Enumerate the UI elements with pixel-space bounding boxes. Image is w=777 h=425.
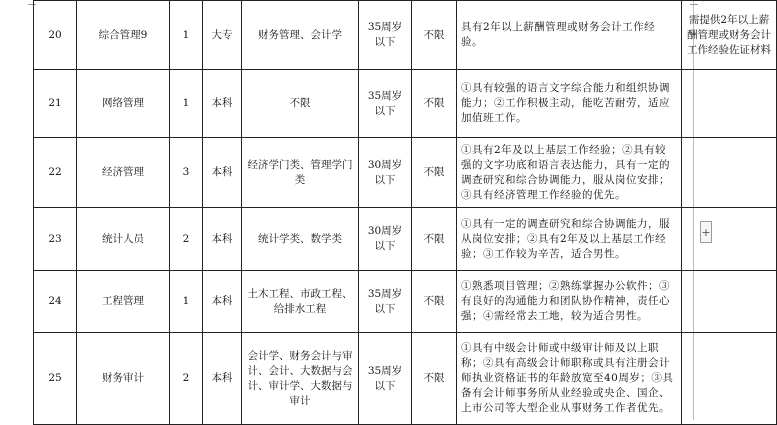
age-limit: 35周岁以下 bbox=[359, 70, 412, 138]
row-number: 23 bbox=[34, 208, 77, 271]
position-name: 工程管理 bbox=[77, 271, 170, 333]
gender: 不限 bbox=[412, 271, 457, 333]
requirements: 具有2年以上薪酬管理或财务会计工作经验。 bbox=[457, 1, 682, 70]
remarks bbox=[682, 271, 777, 333]
major: 统计学类、数学类 bbox=[242, 208, 359, 271]
row-number: 20 bbox=[34, 1, 77, 70]
requirements: ①具有较强的语言文字综合能力和组织协调能力；②工作积极主动，能吃苦耐劳，适应加值班工作。 bbox=[457, 70, 682, 138]
major: 会计学、财务会计与审计、会计、大数据与会计、审计学、大数据与审计 bbox=[242, 333, 359, 425]
position-name: 综合管理9 bbox=[77, 1, 170, 70]
gender: 不限 bbox=[412, 138, 457, 208]
position-name: 网络管理 bbox=[77, 70, 170, 138]
row-number: 21 bbox=[34, 70, 77, 138]
table-row bbox=[34, 333, 777, 425]
education: 本科 bbox=[203, 271, 242, 333]
headcount: 3 bbox=[170, 138, 203, 208]
position-name: 财务审计 bbox=[77, 333, 170, 425]
add-row-button[interactable]: + bbox=[700, 221, 712, 243]
requirements: ①具有2年及以上基层工作经验；②具有较强的文字功底和语言表达能力，具有一定的调查研究和综合协调能力，服从岗位安排；③具有经济管理工作经验的优先。 bbox=[457, 138, 682, 208]
gender: 不限 bbox=[412, 70, 457, 138]
headcount: 2 bbox=[170, 333, 203, 425]
remarks bbox=[682, 333, 777, 425]
requirements: ①熟悉项目管理；②熟练掌握办公软件；③有良好的沟通能力和团队协作精神，责任心强；④需经常去工地，较为适合男性。 bbox=[457, 271, 682, 333]
education: 本科 bbox=[203, 208, 242, 271]
major: 土木工程、市政工程、给排水工程 bbox=[242, 271, 359, 333]
major: 不限 bbox=[242, 70, 359, 138]
major: 经济学门类、管理学门类 bbox=[242, 138, 359, 208]
education: 本科 bbox=[203, 70, 242, 138]
remarks bbox=[682, 138, 777, 208]
education: 大专 bbox=[203, 1, 242, 70]
headcount: 1 bbox=[170, 70, 203, 138]
gender: 不限 bbox=[412, 208, 457, 271]
recruitment-table bbox=[33, 0, 777, 425]
headcount: 1 bbox=[170, 271, 203, 333]
table-row bbox=[34, 70, 777, 138]
remarks bbox=[682, 70, 777, 138]
row-number: 24 bbox=[34, 271, 77, 333]
requirements: ①具有一定的调查研究和综合协调能力，服从岗位安排；②具有2年及以上基层工作经验；③工作较为辛苦，适合男性。 bbox=[457, 208, 682, 271]
position-name: 统计人员 bbox=[77, 208, 170, 271]
table-row bbox=[34, 1, 777, 70]
remarks bbox=[682, 208, 777, 271]
education: 本科 bbox=[203, 333, 242, 425]
gender: 不限 bbox=[412, 333, 457, 425]
age-limit: 35周岁以下 bbox=[359, 1, 412, 70]
remarks: 需提供2年以上薪酬管理或财务会计工作经验佐证材料 bbox=[682, 1, 777, 70]
position-name: 经济管理 bbox=[77, 138, 170, 208]
headcount: 2 bbox=[170, 208, 203, 271]
table-row bbox=[34, 208, 777, 271]
major: 财务管理、会计学 bbox=[242, 1, 359, 70]
education: 本科 bbox=[203, 138, 242, 208]
row-number: 22 bbox=[34, 138, 77, 208]
table-row bbox=[34, 271, 777, 333]
age-limit: 35周岁以下 bbox=[359, 271, 412, 333]
requirements: ①具有中级会计师或中级审计师及以上职称；②具有高级会计师职称或具有注册会计师执业资格证书的年龄放宽至40周岁；③具备有会计师事务所从业经验或央企、国企、上市公司等大型企业从事财务工作者优先。 bbox=[457, 333, 682, 425]
age-limit: 30周岁以下 bbox=[359, 208, 412, 271]
age-limit: 30周岁以下 bbox=[359, 138, 412, 208]
headcount: 1 bbox=[170, 1, 203, 70]
row-number: 25 bbox=[34, 333, 77, 425]
age-limit: 35周岁以下 bbox=[359, 333, 412, 425]
gender: 不限 bbox=[412, 1, 457, 70]
table-row bbox=[34, 138, 777, 208]
